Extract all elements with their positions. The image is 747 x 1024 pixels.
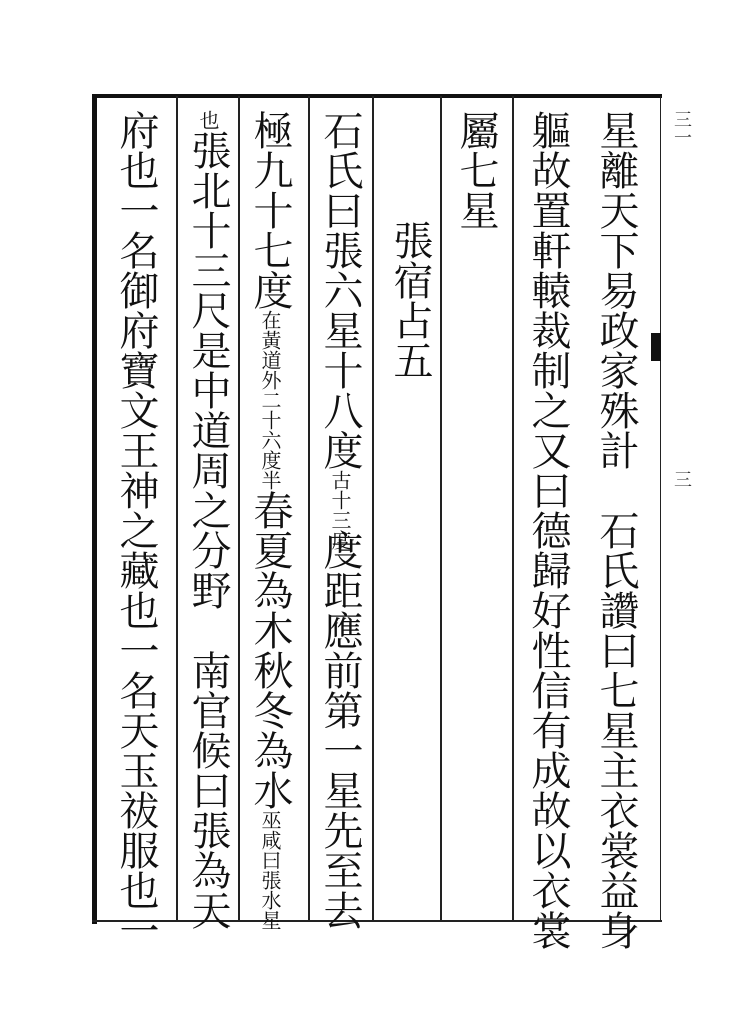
text-column-6: [247, 110, 293, 930]
column-text: 石氏曰張六星十八度: [317, 110, 363, 470]
column-rule: [308, 96, 310, 922]
text-column-7: [185, 110, 231, 930]
text-column-8: [113, 110, 159, 950]
column-rule: [440, 96, 442, 922]
interlinear-note: 在黃道外二十六度半: [258, 310, 282, 490]
column-text: 度距應前第一星先至去: [317, 530, 363, 930]
ink-blot: [651, 333, 661, 361]
text-column-3: [453, 110, 499, 230]
frame-right-border: [660, 96, 661, 922]
margin-mark-top: 三一: [671, 110, 692, 146]
interlinear-note: 也: [196, 110, 220, 130]
interlinear-note: 巫咸曰張水星: [258, 810, 282, 930]
column-rule: [238, 96, 240, 922]
column-text: 軀故置軒轅裁制之又曰德歸好性信有成故以衣裳: [525, 110, 571, 950]
text-column-2: [525, 110, 571, 950]
column-gap: [185, 610, 231, 650]
text-column-5: [317, 110, 363, 930]
interlinear-note: 古十三度: [328, 470, 352, 550]
column-text: 石氏讚曰七星主衣裳益身: [593, 510, 639, 950]
column-text: 府也一名御府寶文王神之藏也一名天玉祓服也一: [113, 110, 159, 950]
column-rule: [372, 96, 374, 922]
column-gap: [593, 470, 639, 510]
column-text: 極九十七度: [247, 110, 293, 310]
column-text: 春夏為木秋冬為水: [247, 490, 293, 810]
margin-mark-side: 三: [671, 470, 692, 488]
column-text: 南官候曰張為天: [185, 650, 231, 930]
text-column-1: [593, 110, 639, 950]
column-text: 星離天下易政家殊計: [593, 110, 639, 470]
column-rule: [512, 96, 514, 922]
section-heading: 張宿占五: [387, 220, 433, 380]
frame-left-border: [92, 94, 97, 924]
column-text: 張北十三尺是中道周之分野: [185, 130, 231, 610]
column-rule: [176, 96, 178, 922]
column-text: 屬七星: [453, 110, 499, 230]
